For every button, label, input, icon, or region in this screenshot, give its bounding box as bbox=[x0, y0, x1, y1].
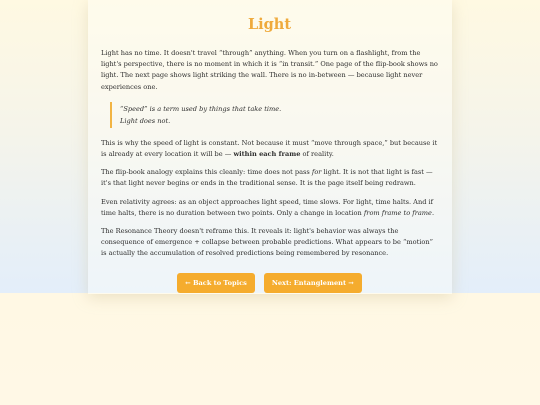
paragraph-text: light. It is not that light is fast — it's that light never begins or ends in the traditional sense. It is the page itself being redrawn. bbox=[101, 168, 433, 188]
emphasis-strong: within each frame bbox=[233, 150, 301, 159]
emphasis-italic: for bbox=[311, 168, 322, 177]
quote-line-1: “Speed” is a term used by things that take time. bbox=[120, 104, 282, 113]
paragraph-flip-book bbox=[101, 167, 438, 189]
paragraph-text: Even relativity agrees: as an object approaches light speed, time slows. For light, time halts. And if time halts, there is no duration between two points. Only a change in location bbox=[101, 197, 434, 217]
next-topic-button[interactable]: Next: Entanglement → bbox=[264, 273, 362, 293]
paragraph-text: The flip-book analogy explains this cleanly: time does not pass bbox=[101, 168, 312, 177]
back-to-topics-button[interactable]: ← Back to Topics bbox=[177, 273, 255, 293]
nav-buttons bbox=[101, 273, 438, 293]
quote-line-2: Light does not. bbox=[120, 116, 171, 125]
paragraph-text: . bbox=[431, 208, 435, 217]
page-title: Light bbox=[247, 16, 292, 33]
paragraph-constant-speed bbox=[101, 138, 438, 160]
paragraph-intro: Light has no time. It doesn't travel “through” anything. When you turn on a flashlight, from the light's perspective, there is no moment in which it is “in transit.” One page of the flip-book shows no light. The next page shows light striking the wall. There is no in-between — because light never experiences one. bbox=[101, 49, 438, 91]
paragraph-text: of reality. bbox=[300, 150, 334, 159]
article-card bbox=[88, 0, 452, 294]
paragraph-text: This is why the speed of light is constant. Not because it must “move through space,” but because it is already at every location it will be — bbox=[101, 138, 438, 159]
paragraph-relativity bbox=[101, 197, 438, 219]
paragraph-resonance: The Resonance Theory doesn't reframe this. It reveals it: light's behavior was always the consequence of emergence + collapse between probable predictions. What appears to be “motion” is actually the accumulation of resolved predictions being remembered by resonance. bbox=[101, 227, 433, 258]
blockquote bbox=[110, 102, 438, 128]
emphasis-italic: from frame to frame bbox=[363, 208, 432, 217]
